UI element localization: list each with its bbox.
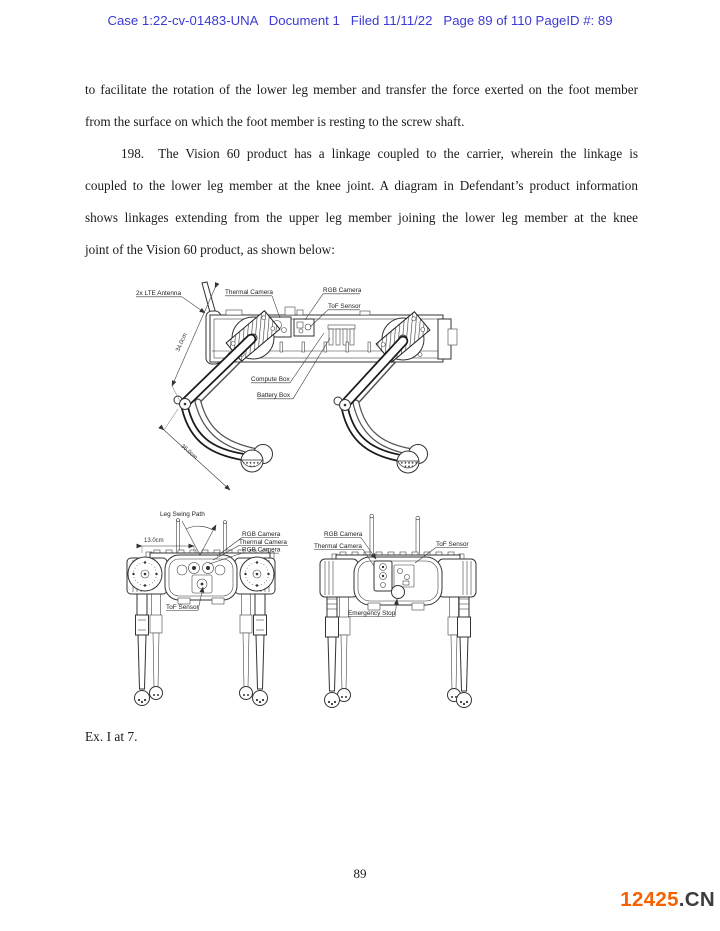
leg-swing-path-indicator (160, 511, 216, 555)
watermark (620, 888, 715, 912)
hip-face-right (240, 557, 274, 591)
watermark-suffix: .CN (678, 888, 715, 911)
lte-antenna-label: 2x LTE Antenna (136, 290, 182, 297)
tof-sensor-label: ToF Sensor (166, 604, 199, 611)
paragraph-198-first-line (85, 138, 638, 170)
paragraph-line: from the surface on which the foot member is resting to the screw shaft. (85, 114, 465, 129)
tof-module (192, 575, 212, 593)
rgb-camera-label: RGB Camera (323, 287, 362, 294)
paragraph-line: joint of the Vision 60 product, as shown below: (85, 242, 335, 257)
lower-leg-dimension: 36.0cm (179, 443, 198, 462)
emergency-stop-button (392, 586, 405, 599)
compute-box-label: Compute Box (251, 376, 290, 383)
battery-box-label: Battery Box (257, 392, 291, 399)
width-dimension-label: 13.0cm (144, 538, 164, 544)
thermal-camera-label: Thermal Camera (225, 289, 273, 296)
near-leg (135, 589, 150, 706)
near-leg (325, 593, 340, 708)
tof-sensor-label: ToF Sensor (328, 303, 361, 310)
emergency-stop-label: Emergency Stop (348, 610, 396, 617)
thermal-camera-label: Thermal Camera (239, 539, 287, 546)
vision60-back-view-diagram (308, 503, 513, 718)
back-view-legs (325, 591, 472, 708)
far-leg (240, 588, 253, 700)
paragraph-number: 198. (121, 146, 145, 161)
case-caption-header: Case 1:22-cv-01483-UNA Document 1 Filed 11/11/22 Page 89 of 110 PageID #: 89 (107, 13, 613, 28)
thermal-camera-label: Thermal Camera (314, 543, 362, 550)
rgb-camera-label: RGB Camera (242, 531, 281, 538)
exhibit-citation: Ex. I at 7. (85, 729, 138, 744)
near-leg (253, 589, 268, 706)
page-number: 89 (353, 866, 367, 881)
upper-leg-dimension: 34.0cm (175, 332, 189, 353)
rgb-camera-label: RGB Camera (242, 546, 281, 554)
paragraph-line: to facilitate the rotation of the lower leg member and transfer the force exerted on the foot member (85, 82, 638, 97)
body-text (85, 74, 638, 266)
vision60-side-view-diagram (130, 281, 475, 491)
rgb-camera-label: RGB Camera (324, 531, 363, 538)
vision60-front-view-diagram (120, 503, 322, 718)
leg-swing-path-label: Leg Swing Path (160, 511, 205, 518)
far-leg (338, 591, 351, 702)
tof-sensor-label: ToF Sensor (436, 541, 469, 548)
antennas (370, 514, 420, 557)
paragraph-line: shows linkages extending from the upper leg member joining the lower leg member at the knee (85, 210, 638, 225)
front-view-legs (135, 588, 268, 706)
paragraph-line: The Vision 60 product has a linkage coupled to the carrier, wherein the linkage is (158, 146, 638, 161)
paragraph-line: coupled to the lower leg member at the knee joint. A diagram in Defendant’s product information (85, 178, 638, 193)
hip-face-left (128, 557, 162, 591)
rgb-tof-module (294, 319, 314, 336)
far-leg (150, 588, 163, 700)
watermark-number: 12425 (620, 888, 679, 911)
